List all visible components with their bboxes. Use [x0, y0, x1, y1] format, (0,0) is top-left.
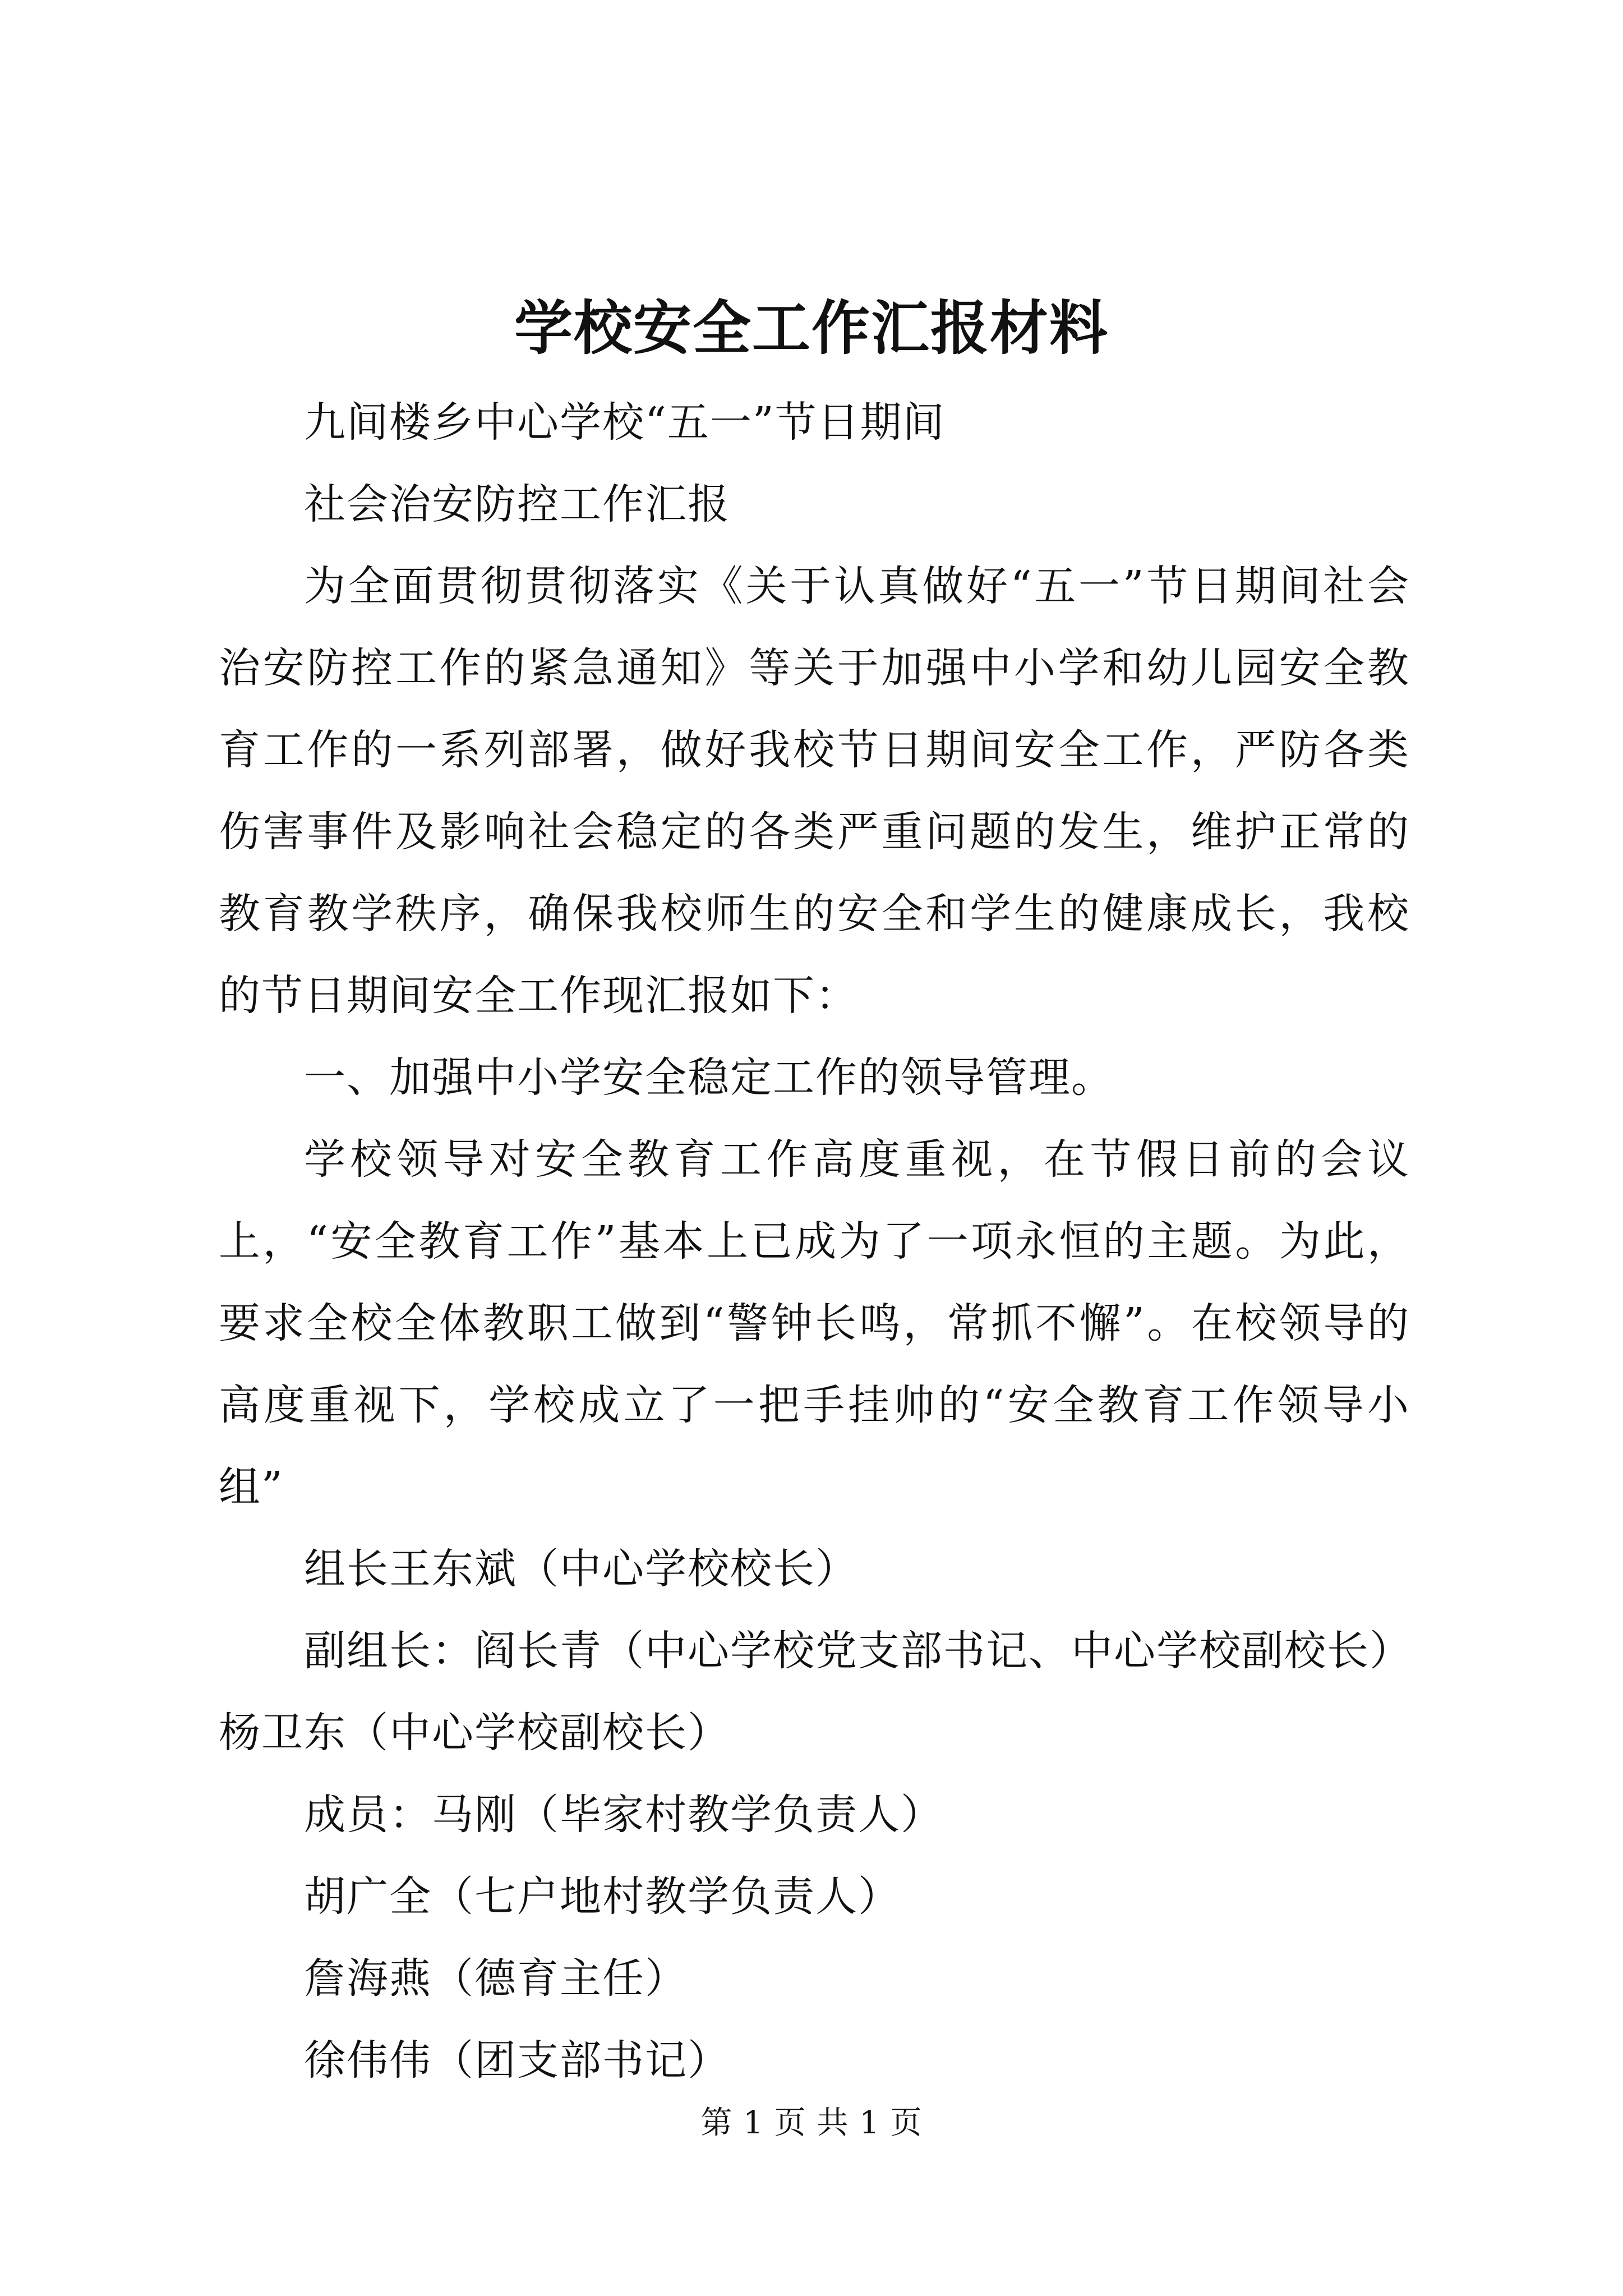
member-line-3: 詹海燕（德育主任）	[304, 1954, 688, 2003]
member-line-4: 徐伟伟（团支部书记）	[304, 2036, 730, 2085]
deputy-leader-line: 副组长：阎长青（中心学校党支部书记、中心学校副校长）	[304, 1627, 1412, 1675]
document-title: 学校安全工作汇报材料	[514, 293, 1109, 362]
paragraph-intro: 为全面贯彻贯彻落实《关于认真做好“五一”节日期间社会治安防控工作的紧急通知》等关于加强中小学和幼儿园安全教育工作的一系列部署，做好我校节日期间安全工作，严防各类伤害事件及影响社会稳定的各类严重问题的发生，维护正常的教育教学秩序，确保我校师生的安全和学生的健康成长，我校的节日期间安全工作现汇报如下：	[219, 562, 1410, 1020]
paragraph-leadership: 学校领导对安全教育工作高度重视，在节假日前的会议上，“安全教育工作”基本上已成为了一项永恒的主题。为此，要求全校全体教职工做到“警钟长鸣，常抓不懈”。在校领导的高度重视下，学校成立了一把手挂帅的“安全教育工作领导小组”	[219, 1135, 1410, 1511]
paragraph-heading-line-2: 社会治安防控工作汇报	[304, 480, 730, 528]
deputy-leader-line-2: 杨卫东（中心学校副校长）	[219, 1709, 730, 1757]
section-heading-1: 一、加强中小学安全稳定工作的领导管理。	[304, 1053, 1114, 1102]
page-footer: 第 1 页 共 1 页	[700, 2105, 923, 2141]
paragraph-heading-line-1: 九间楼乡中心学校“五一”节日期间	[304, 398, 946, 447]
document-body	[219, 381, 1410, 2101]
member-line-1: 成员：马刚（毕家村教学负责人）	[304, 1791, 943, 1839]
member-line-2: 胡广全（七户地村教学负责人）	[304, 1872, 901, 1921]
group-leader-line: 组长王东斌（中心学校校长）	[304, 1545, 858, 1593]
